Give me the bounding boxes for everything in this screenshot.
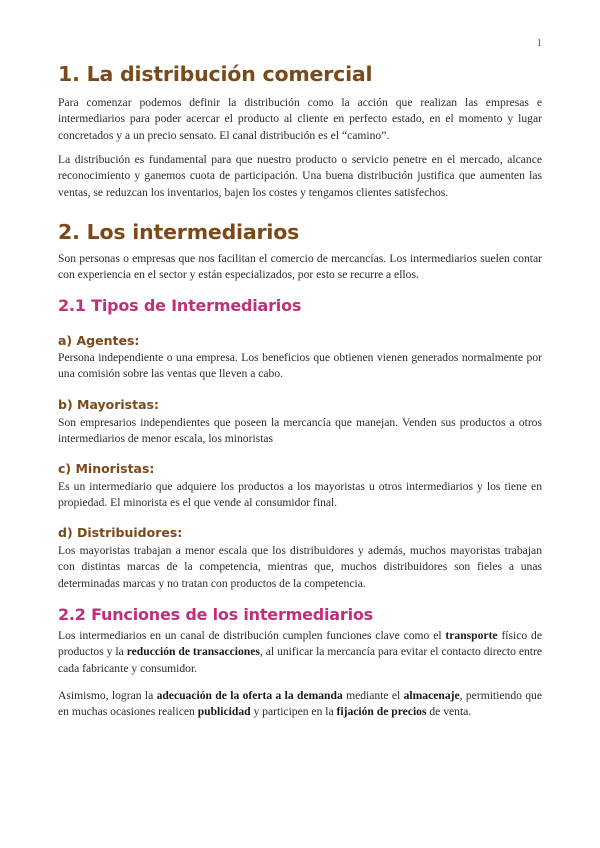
subheading-distribuidores: d) Distribuidores: (58, 525, 183, 540)
bold-term-transporte: transporte (445, 629, 498, 642)
heading-distribucion-comercial: 1. La distribución comercial (58, 62, 373, 86)
page-number: 1 (536, 37, 542, 49)
bold-term-reduccion-transacciones: reducción de transacciones (126, 645, 260, 659)
paragraph-minoristas: Es un intermediario que adquiere los productos a los mayoristas u otros intermediarios y los tiene en propiedad. El minorista es el que vende al consumidor final. (58, 480, 542, 510)
bold-term-publicidad: publicidad (197, 705, 251, 719)
subheading-minoristas: c) Minoristas: (58, 461, 155, 476)
paragraph-intermediarios: Son personas o empresas que nos facilitan el comercio de mercancías. Los intermediarios suelen contar con experiencia en el sector y están especializados, por esto se recurre a ellos. (58, 252, 542, 282)
heading-funciones-intermediarios: 2.2 Funciones de los intermediarios (58, 605, 373, 624)
paragraph-funciones-1 (58, 628, 542, 677)
bold-term-adecuacion-oferta: adecuación de la oferta a la demanda (156, 689, 343, 702)
heading-tipos-intermediarios: 2.1 Tipos de Intermediarios (58, 296, 302, 315)
bold-term-fijacion-precios: fijación de precios (336, 705, 427, 719)
paragraph-distribuidores: Los mayoristas trabajan a menor escala que los distribuidores y además, muchos mayoristas trabajan con distintas marcas de la competencia, mientras que, muchos distribuidores son fieles a unas determinadas marcas y no tratan con productos de la competencia. (58, 544, 542, 590)
text-run: mediante el (342, 689, 404, 702)
paragraph-agentes: Persona independiente o una empresa. Los beneficios que obtienen vienen generados normalmente por una comisión sobre las ventas que lleven a cabo. (58, 351, 542, 381)
bold-term-almacenaje: almacenaje (403, 689, 460, 702)
text-run: Los intermediarios en un canal de distribución cumplen funciones clave como el (58, 629, 446, 642)
heading-intermediarios: 2. Los intermediarios (58, 220, 300, 244)
subheading-agentes: a) Agentes: (58, 333, 140, 348)
subheading-mayoristas: b) Mayoristas: (58, 397, 159, 412)
paragraph-mayoristas: Son empresarios independientes que poseen la mercancía que manejan. Venden sus productos a otros intermediarios de menor escala, los minoristas (58, 416, 542, 446)
paragraph-funciones-2 (58, 688, 542, 721)
text-run: , al unificar la mercancía para evitar el contacto directo entre cada fabricante y consumidor. (58, 645, 542, 675)
text-run: y participen en la (250, 705, 337, 719)
text-run: físico de productos y la (58, 629, 542, 659)
paragraph-importancia: La distribución es fundamental para que nuestro producto o servicio penetre en el mercado, alcance reconocimiento y ganemos cuota de participación. Una buena distribución justifica que aumenten las ventas, se reduzcan los inventarios, bajen los costes y tengamos clientes satisfechos. (58, 153, 542, 199)
paragraph-definicion: Para comenzar podemos definir la distribución como la acción que realizan las empresas e intermediarios para poder acercar el producto al cliente en perfecto estado, en el momento y lugar concretados y a un precio sensato. El canal distribución es el “camino”. (58, 96, 542, 142)
text-run: Asimismo, logran la (58, 689, 157, 702)
text-run: , permitiendo que en muchas ocasiones realicen (58, 689, 542, 719)
text-run: de venta. (426, 705, 472, 719)
